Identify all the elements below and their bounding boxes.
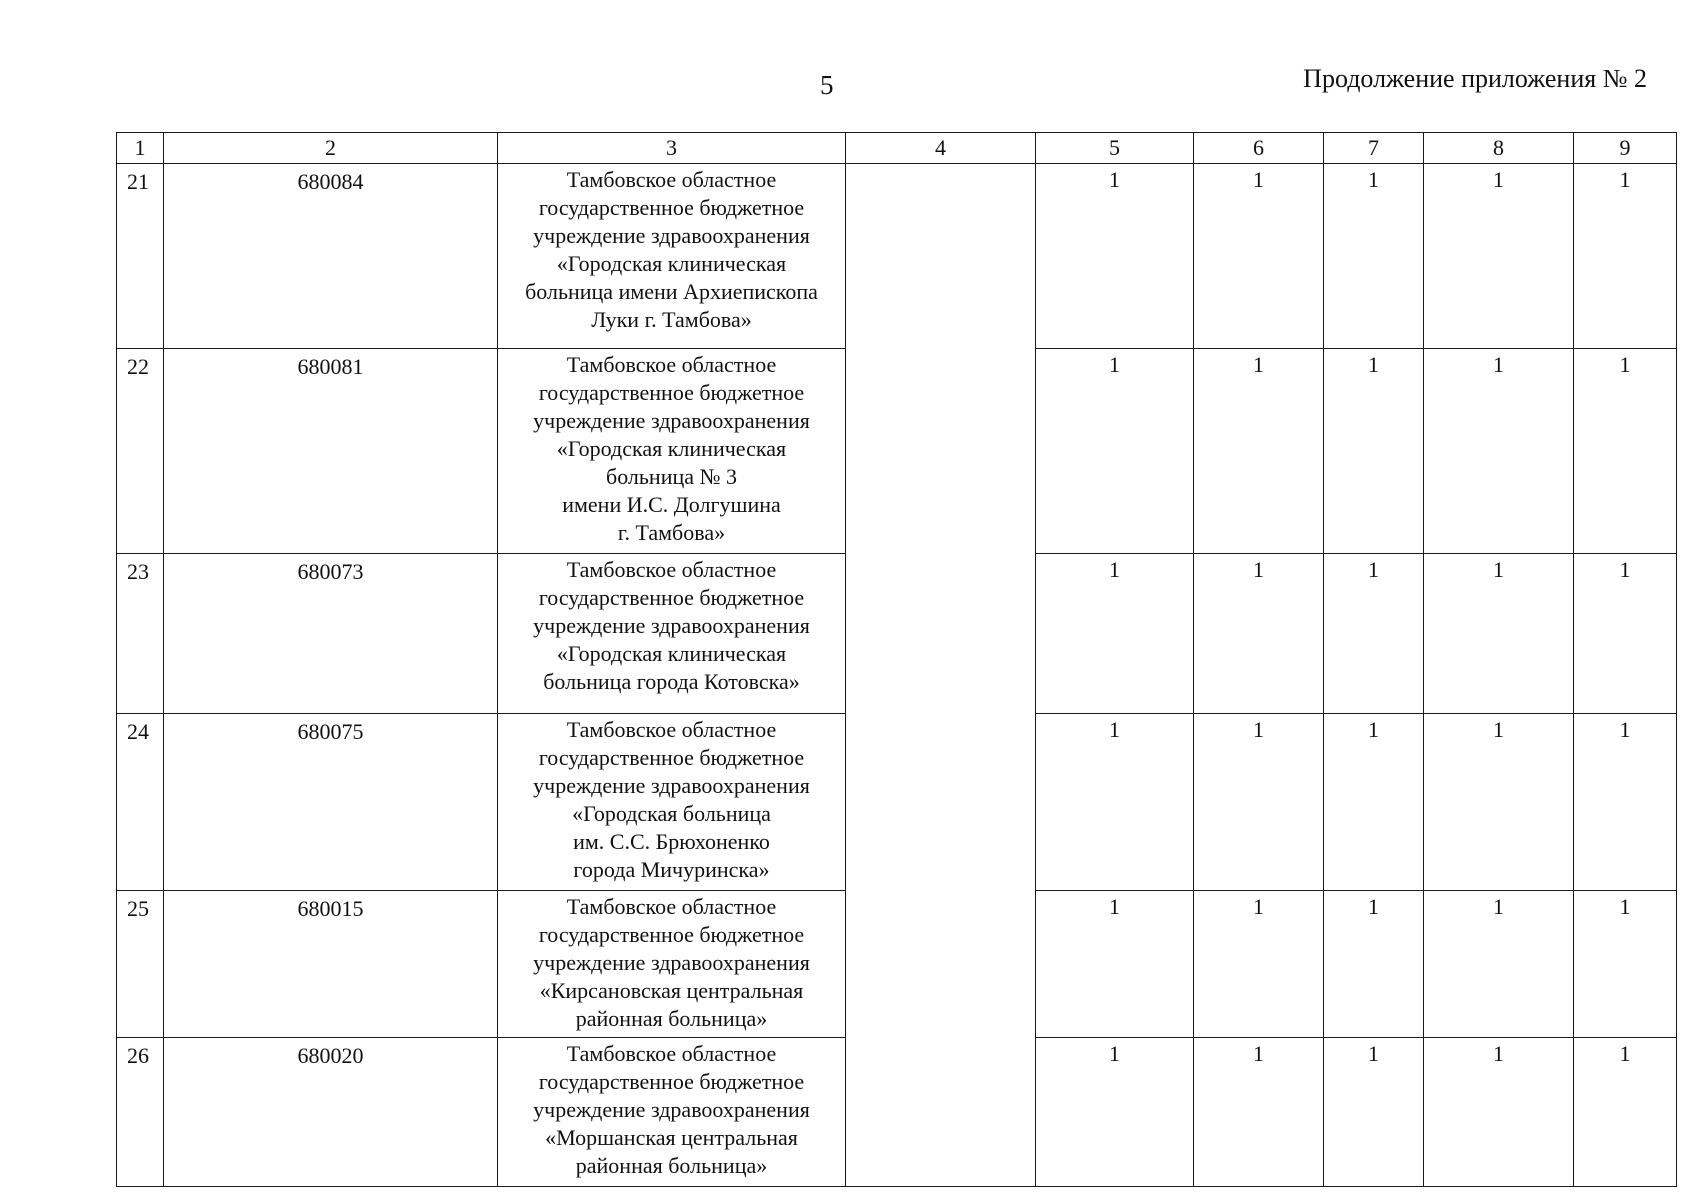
column-4-cell (846, 891, 1036, 1038)
institution-name: Тамбовское областное государственное бюджетное учреждение здравоохранения «Городская клиническая больница имени Архиепископа Луки г. Тамбова» (498, 164, 846, 349)
value-cell: 1 (1424, 349, 1574, 554)
value-cell: 1 (1036, 349, 1194, 554)
table-row (117, 891, 1677, 1038)
value-cell: 1 (1194, 164, 1324, 349)
row-number: 21 (117, 164, 164, 349)
column-header: 9 (1574, 133, 1677, 164)
value-cell: 1 (1574, 349, 1677, 554)
column-4-cell (846, 349, 1036, 554)
appendix-title: Продолжение приложения № 2 (1303, 64, 1647, 93)
table-row (117, 714, 1677, 891)
column-header: 1 (117, 133, 164, 164)
value-cell: 1 (1194, 349, 1324, 554)
value-cell: 1 (1036, 554, 1194, 714)
row-number: 25 (117, 891, 164, 1038)
value-cell: 1 (1036, 714, 1194, 891)
value-cell: 1 (1324, 349, 1424, 554)
value-cell: 1 (1036, 891, 1194, 1038)
row-number: 23 (117, 554, 164, 714)
column-4-cell (846, 714, 1036, 891)
institution-code: 680020 (164, 1038, 498, 1187)
institution-code: 680073 (164, 554, 498, 714)
institution-name: Тамбовское областное государственное бюджетное учреждение здравоохранения «Городская больница им. С.С. Брюхоненко города Мичуринска» (498, 714, 846, 891)
institution-name: Тамбовское областное государственное бюджетное учреждение здравоохранения «Городская клиническая больница города Котовска» (498, 554, 846, 714)
column-header: 3 (498, 133, 846, 164)
column-header: 6 (1194, 133, 1324, 164)
value-cell: 1 (1424, 891, 1574, 1038)
column-header: 2 (164, 133, 498, 164)
value-cell: 1 (1424, 554, 1574, 714)
column-number-row (117, 133, 1677, 164)
column-4-cell (846, 164, 1036, 349)
institution-name: Тамбовское областное государственное бюджетное учреждение здравоохранения «Городская клиническая больница № 3 имени И.С. Долгушина г. Тамбова» (498, 349, 846, 554)
value-cell: 1 (1424, 714, 1574, 891)
institution-name: Тамбовское областное государственное бюджетное учреждение здравоохранения «Кирсановская центральная районная больница» (498, 891, 846, 1038)
row-number: 22 (117, 349, 164, 554)
value-cell: 1 (1574, 1038, 1677, 1187)
column-4-cell (846, 554, 1036, 714)
column-header: 5 (1036, 133, 1194, 164)
institution-code: 680015 (164, 891, 498, 1038)
institution-code: 680075 (164, 714, 498, 891)
value-cell: 1 (1324, 891, 1424, 1038)
value-cell: 1 (1194, 714, 1324, 891)
value-cell: 1 (1424, 164, 1574, 349)
value-cell: 1 (1424, 1038, 1574, 1187)
value-cell: 1 (1194, 891, 1324, 1038)
institution-code: 680081 (164, 349, 498, 554)
row-number: 24 (117, 714, 164, 891)
value-cell: 1 (1194, 1038, 1324, 1187)
value-cell: 1 (1574, 164, 1677, 349)
value-cell: 1 (1324, 1038, 1424, 1187)
table-row (117, 554, 1677, 714)
column-header: 7 (1324, 133, 1424, 164)
value-cell: 1 (1036, 164, 1194, 349)
page-number: 5 (820, 70, 834, 100)
appendix-table (116, 132, 1677, 1187)
institution-name: Тамбовское областное государственное бюджетное учреждение здравоохранения «Моршанская центральная районная больница» (498, 1038, 846, 1187)
value-cell: 1 (1036, 1038, 1194, 1187)
value-cell: 1 (1324, 714, 1424, 891)
value-cell: 1 (1574, 891, 1677, 1038)
column-4-cell (846, 1038, 1036, 1187)
table-row (117, 1038, 1677, 1187)
value-cell: 1 (1324, 554, 1424, 714)
value-cell: 1 (1574, 554, 1677, 714)
column-header: 8 (1424, 133, 1574, 164)
institution-code: 680084 (164, 164, 498, 349)
table-row (117, 349, 1677, 554)
value-cell: 1 (1574, 714, 1677, 891)
column-header: 4 (846, 133, 1036, 164)
value-cell: 1 (1324, 164, 1424, 349)
value-cell: 1 (1194, 554, 1324, 714)
row-number: 26 (117, 1038, 164, 1187)
table-row (117, 164, 1677, 349)
